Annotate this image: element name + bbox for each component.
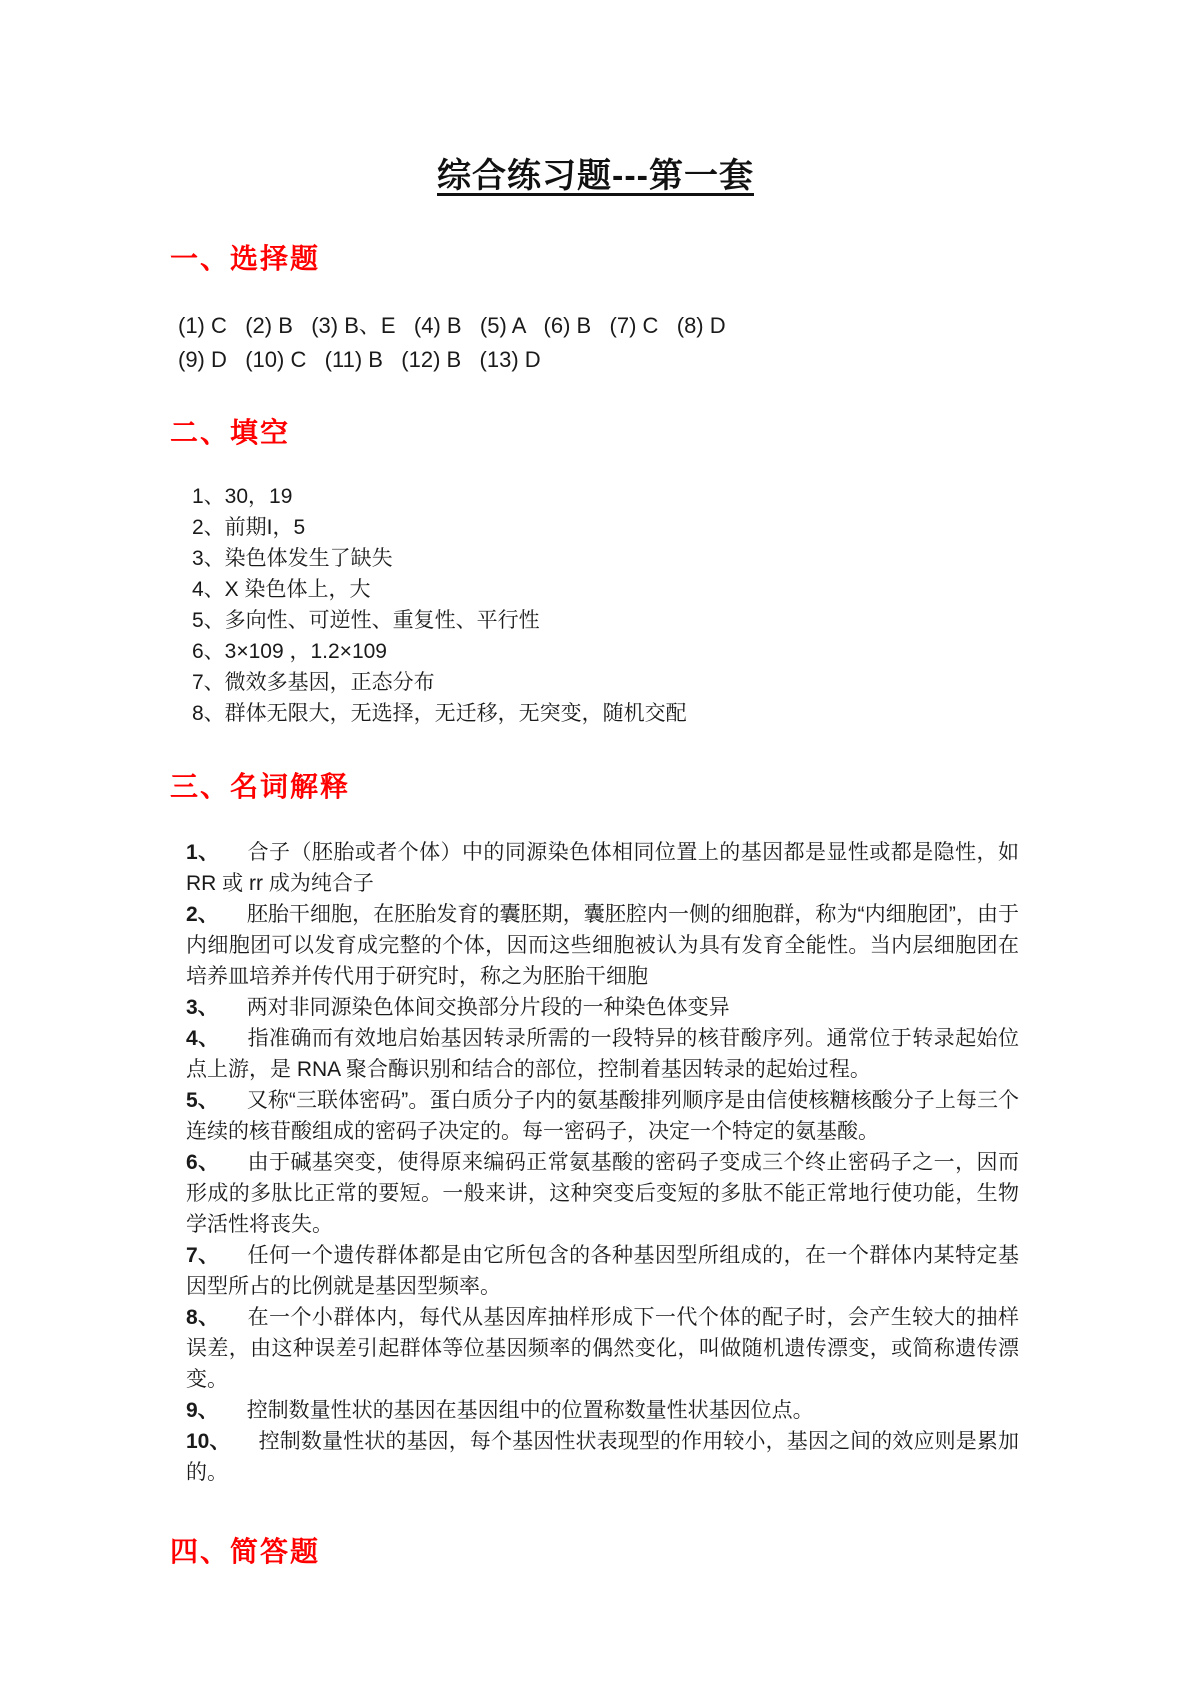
definition-number: 7、	[186, 1244, 220, 1267]
fill-blank-answers	[170, 481, 1021, 729]
section-heading-definitions: 三、名词解释	[170, 771, 351, 802]
definition-text: 由于碱基突变，使得原来编码正常氨基酸的密码子变成三个终止密码子之一，因而形成的多肽比正常的要短。一般来讲，这种突变后变短的多肽不能正常地行使功能，生物学活性将丧失。	[186, 1151, 1019, 1236]
definition-number: 8、	[186, 1306, 220, 1329]
definition-text: 合子（胚胎或者个体）中的同源染色体相同位置上的基因都是显性或都是隐性，如 RR 或 rr 成为纯合子	[186, 841, 1019, 895]
choice-answers-line-2: (9) D (10) C (11) B (12) B (13) D	[178, 347, 541, 372]
definition-text: 控制数量性状的基因，每个基因性状表现型的作用较小，基因之间的效应则是累加的。	[186, 1430, 1019, 1484]
definition-item-5	[186, 1085, 1019, 1147]
fill-answer-5: 5、多向性、可逆性、重复性、平行性	[192, 609, 540, 632]
fill-answer-7: 7、微效多基因，正态分布	[192, 671, 435, 694]
section-heading-multiple-choice: 一、选择题	[170, 243, 321, 274]
fill-answer-2: 2、前期I，5	[192, 516, 306, 539]
fill-answer-3: 3、染色体发生了缺失	[192, 547, 393, 570]
definition-item-1	[186, 837, 1019, 899]
definition-item-3	[186, 992, 1019, 1023]
choice-answers-line-1: (1) C (2) B (3) B、E (4) B (5) A (6) B (7) C (8) D	[178, 313, 726, 338]
definition-answers	[170, 837, 1021, 1488]
definition-item-7	[186, 1240, 1019, 1302]
definition-text: 两对非同源染色体间交换部分片段的一种染色体变异	[246, 996, 730, 1019]
definition-text: 指准确而有效地启始基因转录所需的一段特异的核苷酸序列。通常位于转录起始位点上游，是 RNA 聚合酶识别和结合的部位，控制着基因转录的起始过程。	[186, 1027, 1019, 1081]
definition-number: 6、	[186, 1151, 220, 1174]
definition-number: 4、	[186, 1027, 220, 1050]
definition-item-6	[186, 1147, 1019, 1240]
fill-answer-1: 1、30，19	[192, 485, 293, 508]
definition-number: 1、	[186, 841, 220, 864]
fill-answer-8: 8、群体无限大，无选择，无迁移，无突变，随机交配	[192, 702, 687, 725]
section-heading-fill-blank: 二、填空	[170, 417, 291, 448]
definition-item-10	[186, 1426, 1019, 1488]
definition-number: 5、	[186, 1089, 219, 1112]
definition-item-8	[186, 1302, 1019, 1395]
definition-text: 又称“三联体密码”。蛋白质分子内的氨基酸排列顺序是由信使核糖核酸分子上每三个连续的核苷酸组成的密码子决定的。每一密码子，决定一个特定的氨基酸。	[186, 1089, 1020, 1143]
definition-number: 9、	[186, 1399, 219, 1422]
definition-number: 3、	[186, 996, 219, 1019]
multiple-choice-answers	[170, 309, 1021, 377]
document-title: 综合练习题---第一套	[437, 157, 754, 195]
definition-number: 10、	[186, 1430, 231, 1453]
definition-text: 胚胎干细胞，在胚胎发育的囊胚期，囊胚腔内一侧的细胞群，称为“内细胞团”，由于内细胞团可以发育成完整的个体，因而这些细胞被认为具有发育全能性。当内层细胞团在培养皿培养并传代用于研究时，称之为胚胎干细胞	[186, 903, 1020, 988]
section-heading-short-answer: 四、简答题	[170, 1536, 321, 1567]
definition-item-4	[186, 1023, 1019, 1085]
definition-number: 2、	[186, 903, 219, 926]
definition-text: 控制数量性状的基因在基因组中的位置称数量性状基因位点。	[246, 1399, 814, 1422]
fill-answer-6: 6、3×109 ，1.2×109	[192, 640, 387, 663]
definition-text: 在一个小群体内，每代从基因库抽样形成下一代个体的配子时，会产生较大的抽样误差，由这种误差引起群体等位基因频率的偶然变化，叫做随机遗传漂变，或简称遗传漂变。	[186, 1306, 1019, 1391]
definition-text: 任何一个遗传群体都是由它所包含的各种基因型所组成的，在一个群体内某特定基因型所占的比例就是基因型频率。	[186, 1244, 1019, 1298]
definition-item-2	[186, 899, 1019, 992]
fill-answer-4: 4、X 染色体上，大	[192, 578, 371, 601]
definition-item-9	[186, 1395, 1019, 1426]
